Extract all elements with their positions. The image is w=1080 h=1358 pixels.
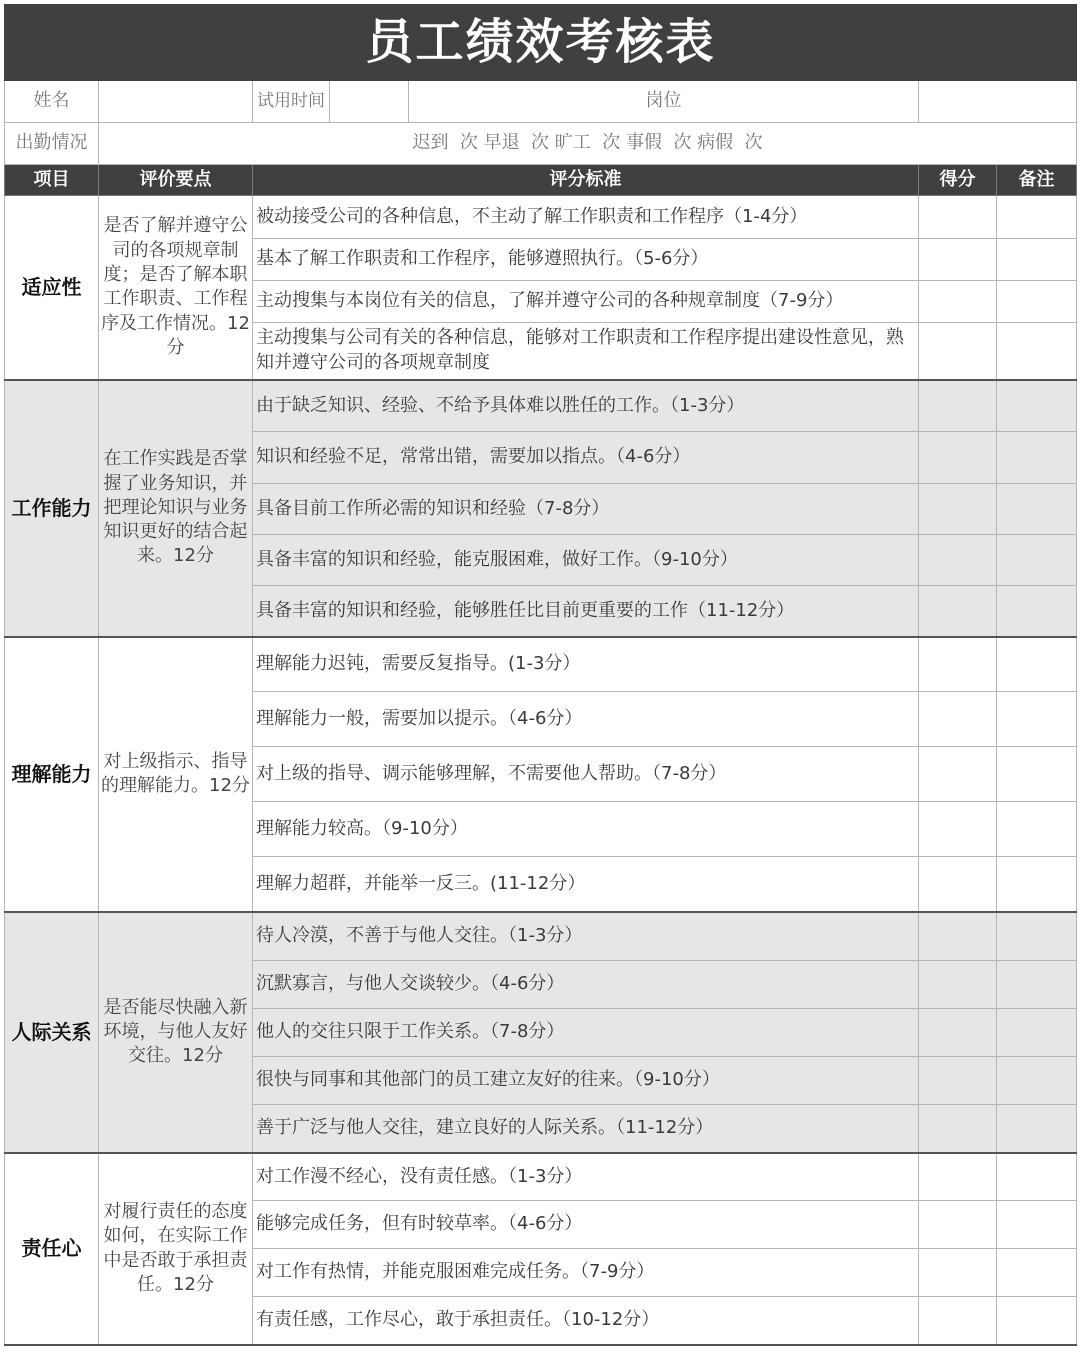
criteria-text: 善于广泛与他人交往，建立良好的人际关系。（11-12分） xyxy=(253,1105,919,1153)
criteria-text: 被动接受公司的各种信息，不主动了解工作职责和工作程序（1-4分） xyxy=(253,196,919,239)
criteria-text: 对工作漫不经心，没有责任感。（1-3分） xyxy=(253,1153,919,1201)
criteria-text: 基本了解工作职责和工作程序，能够遵照执行。（5-6分） xyxy=(253,239,919,281)
score-cell[interactable] xyxy=(919,1105,997,1153)
header-score: 得分 xyxy=(919,165,997,196)
position-label: 岗位 xyxy=(409,81,919,123)
score-cell[interactable] xyxy=(919,1057,997,1105)
remark-cell[interactable] xyxy=(997,1009,1077,1057)
section-key-point: 在工作实践是否掌握了业务知识，并把理论知识与业务知识更好的结合起来。12分 xyxy=(99,380,253,637)
score-cell[interactable] xyxy=(919,1201,997,1249)
criteria-text: 理解能力较高。（9-10分） xyxy=(253,802,919,857)
score-cell[interactable] xyxy=(919,1249,997,1297)
section-key-point: 对履行责任的态度如何，在实际工作中是否敢于承担责任。12分 xyxy=(99,1153,253,1345)
remark-cell[interactable] xyxy=(997,692,1077,747)
criteria-text: 他人的交往只限于工作关系。（7-8分） xyxy=(253,1009,919,1057)
criteria-row xyxy=(5,196,1077,239)
score-cell[interactable] xyxy=(919,1153,997,1201)
criteria-text: 主动搜集与本岗位有关的信息，了解并遵守公司的各种规章制度（7-9分） xyxy=(253,281,919,323)
page-title: 员工绩效考核表 xyxy=(5,5,1077,81)
review-table xyxy=(4,4,1077,1346)
trial-period-cell[interactable] xyxy=(330,81,409,123)
score-cell[interactable] xyxy=(919,857,997,912)
criteria-text: 具备目前工作所必需的知识和经验（7-8分） xyxy=(253,484,919,535)
score-cell[interactable] xyxy=(919,535,997,586)
remark-cell[interactable] xyxy=(997,323,1077,380)
section-name: 理解能力 xyxy=(5,637,99,912)
criteria-text: 对上级的指导、调示能够理解，不需要他人帮助。（7-8分） xyxy=(253,747,919,802)
criteria-row xyxy=(5,637,1077,692)
remark-cell[interactable] xyxy=(997,1105,1077,1153)
score-cell[interactable] xyxy=(919,196,997,239)
score-cell[interactable] xyxy=(919,1009,997,1057)
header-item: 项目 xyxy=(5,165,99,196)
remark-cell[interactable] xyxy=(997,747,1077,802)
score-cell[interactable] xyxy=(919,239,997,281)
criteria-text: 由于缺乏知识、经验、不给予具体难以胜任的工作。（1-3分） xyxy=(253,380,919,432)
score-cell[interactable] xyxy=(919,637,997,692)
score-cell[interactable] xyxy=(919,281,997,323)
section-name: 人际关系 xyxy=(5,912,99,1153)
attendance-label: 出勤情况 xyxy=(5,123,99,165)
criteria-text: 待人冷漠，不善于与他人交往。（1-3分） xyxy=(253,912,919,961)
remark-cell[interactable] xyxy=(997,535,1077,586)
score-cell[interactable] xyxy=(919,323,997,380)
attendance-text[interactable]: 迟到 次 早退 次 旷工 次 事假 次 病假 次 xyxy=(99,123,1077,165)
remark-cell[interactable] xyxy=(997,586,1077,637)
header-remark: 备注 xyxy=(997,165,1077,196)
criteria-text: 沉默寡言，与他人交谈较少。（4-6分） xyxy=(253,961,919,1009)
remark-cell[interactable] xyxy=(997,1297,1077,1345)
trial-period-label: 试用时间 xyxy=(253,81,330,123)
criteria-text: 理解能力一般，需要加以提示。（4-6分） xyxy=(253,692,919,747)
score-cell[interactable] xyxy=(919,747,997,802)
score-cell[interactable] xyxy=(919,432,997,484)
remark-cell[interactable] xyxy=(997,637,1077,692)
criteria-text: 具备丰富的知识和经验，能克服困难，做好工作。（9-10分） xyxy=(253,535,919,586)
criteria-text: 具备丰富的知识和经验，能够胜任比目前更重要的工作（11-12分） xyxy=(253,586,919,637)
section-name: 工作能力 xyxy=(5,380,99,637)
criteria-row xyxy=(5,1153,1077,1201)
remark-cell[interactable] xyxy=(997,281,1077,323)
section-key-point: 对上级指示、指导的理解能力。12分 xyxy=(99,637,253,912)
remark-cell[interactable] xyxy=(997,961,1077,1009)
remark-cell[interactable] xyxy=(997,1249,1077,1297)
score-cell[interactable] xyxy=(919,961,997,1009)
criteria-text: 主动搜集与公司有关的各种信息，能够对工作职责和工作程序提出建设性意见，熟知并遵守公司的各项规章制度 xyxy=(253,323,919,380)
remark-cell[interactable] xyxy=(997,1201,1077,1249)
criteria-text: 知识和经验不足，常常出错，需要加以指点。（4-6分） xyxy=(253,432,919,484)
header-key-points: 评价要点 xyxy=(99,165,253,196)
score-cell[interactable] xyxy=(919,912,997,961)
name-cell[interactable] xyxy=(99,81,253,123)
remark-cell[interactable] xyxy=(997,802,1077,857)
remark-cell[interactable] xyxy=(997,1153,1077,1201)
remark-cell[interactable] xyxy=(997,432,1077,484)
remark-cell[interactable] xyxy=(997,196,1077,239)
criteria-text: 很快与同事和其他部门的员工建立友好的往来。（9-10分） xyxy=(253,1057,919,1105)
name-label: 姓名 xyxy=(5,81,99,123)
criteria-text: 能够完成任务，但有时较草率。（4-6分） xyxy=(253,1201,919,1249)
section-name: 责任心 xyxy=(5,1153,99,1345)
position-cell[interactable] xyxy=(919,81,1077,123)
score-cell[interactable] xyxy=(919,484,997,535)
score-cell[interactable] xyxy=(919,692,997,747)
criteria-text: 理解力超群，并能举一反三。(11-12分） xyxy=(253,857,919,912)
remark-cell[interactable] xyxy=(997,380,1077,432)
sections-body xyxy=(5,196,1077,1345)
criteria-text: 对工作有热情，并能克服困难完成任务。（7-9分） xyxy=(253,1249,919,1297)
remark-cell[interactable] xyxy=(997,484,1077,535)
section-name: 适应性 xyxy=(5,196,99,380)
remark-cell[interactable] xyxy=(997,857,1077,912)
remark-cell[interactable] xyxy=(997,1057,1077,1105)
criteria-row xyxy=(5,380,1077,432)
criteria-text: 有责任感，工作尽心，敢于承担责任。（10-12分） xyxy=(253,1297,919,1345)
score-cell[interactable] xyxy=(919,380,997,432)
score-cell[interactable] xyxy=(919,802,997,857)
score-cell[interactable] xyxy=(919,1297,997,1345)
criteria-text: 理解能力迟钝，需要反复指导。(1-3分） xyxy=(253,637,919,692)
header-criteria: 评分标准 xyxy=(253,165,919,196)
criteria-row xyxy=(5,912,1077,961)
section-key-point: 是否能尽快融入新环境，与他人友好交往。12分 xyxy=(99,912,253,1153)
section-key-point: 是否了解并遵守公司的各项规章制度；是否了解本职工作职责、工作程序及工作情况。12分 xyxy=(99,196,253,380)
score-cell[interactable] xyxy=(919,586,997,637)
remark-cell[interactable] xyxy=(997,239,1077,281)
remark-cell[interactable] xyxy=(997,912,1077,961)
